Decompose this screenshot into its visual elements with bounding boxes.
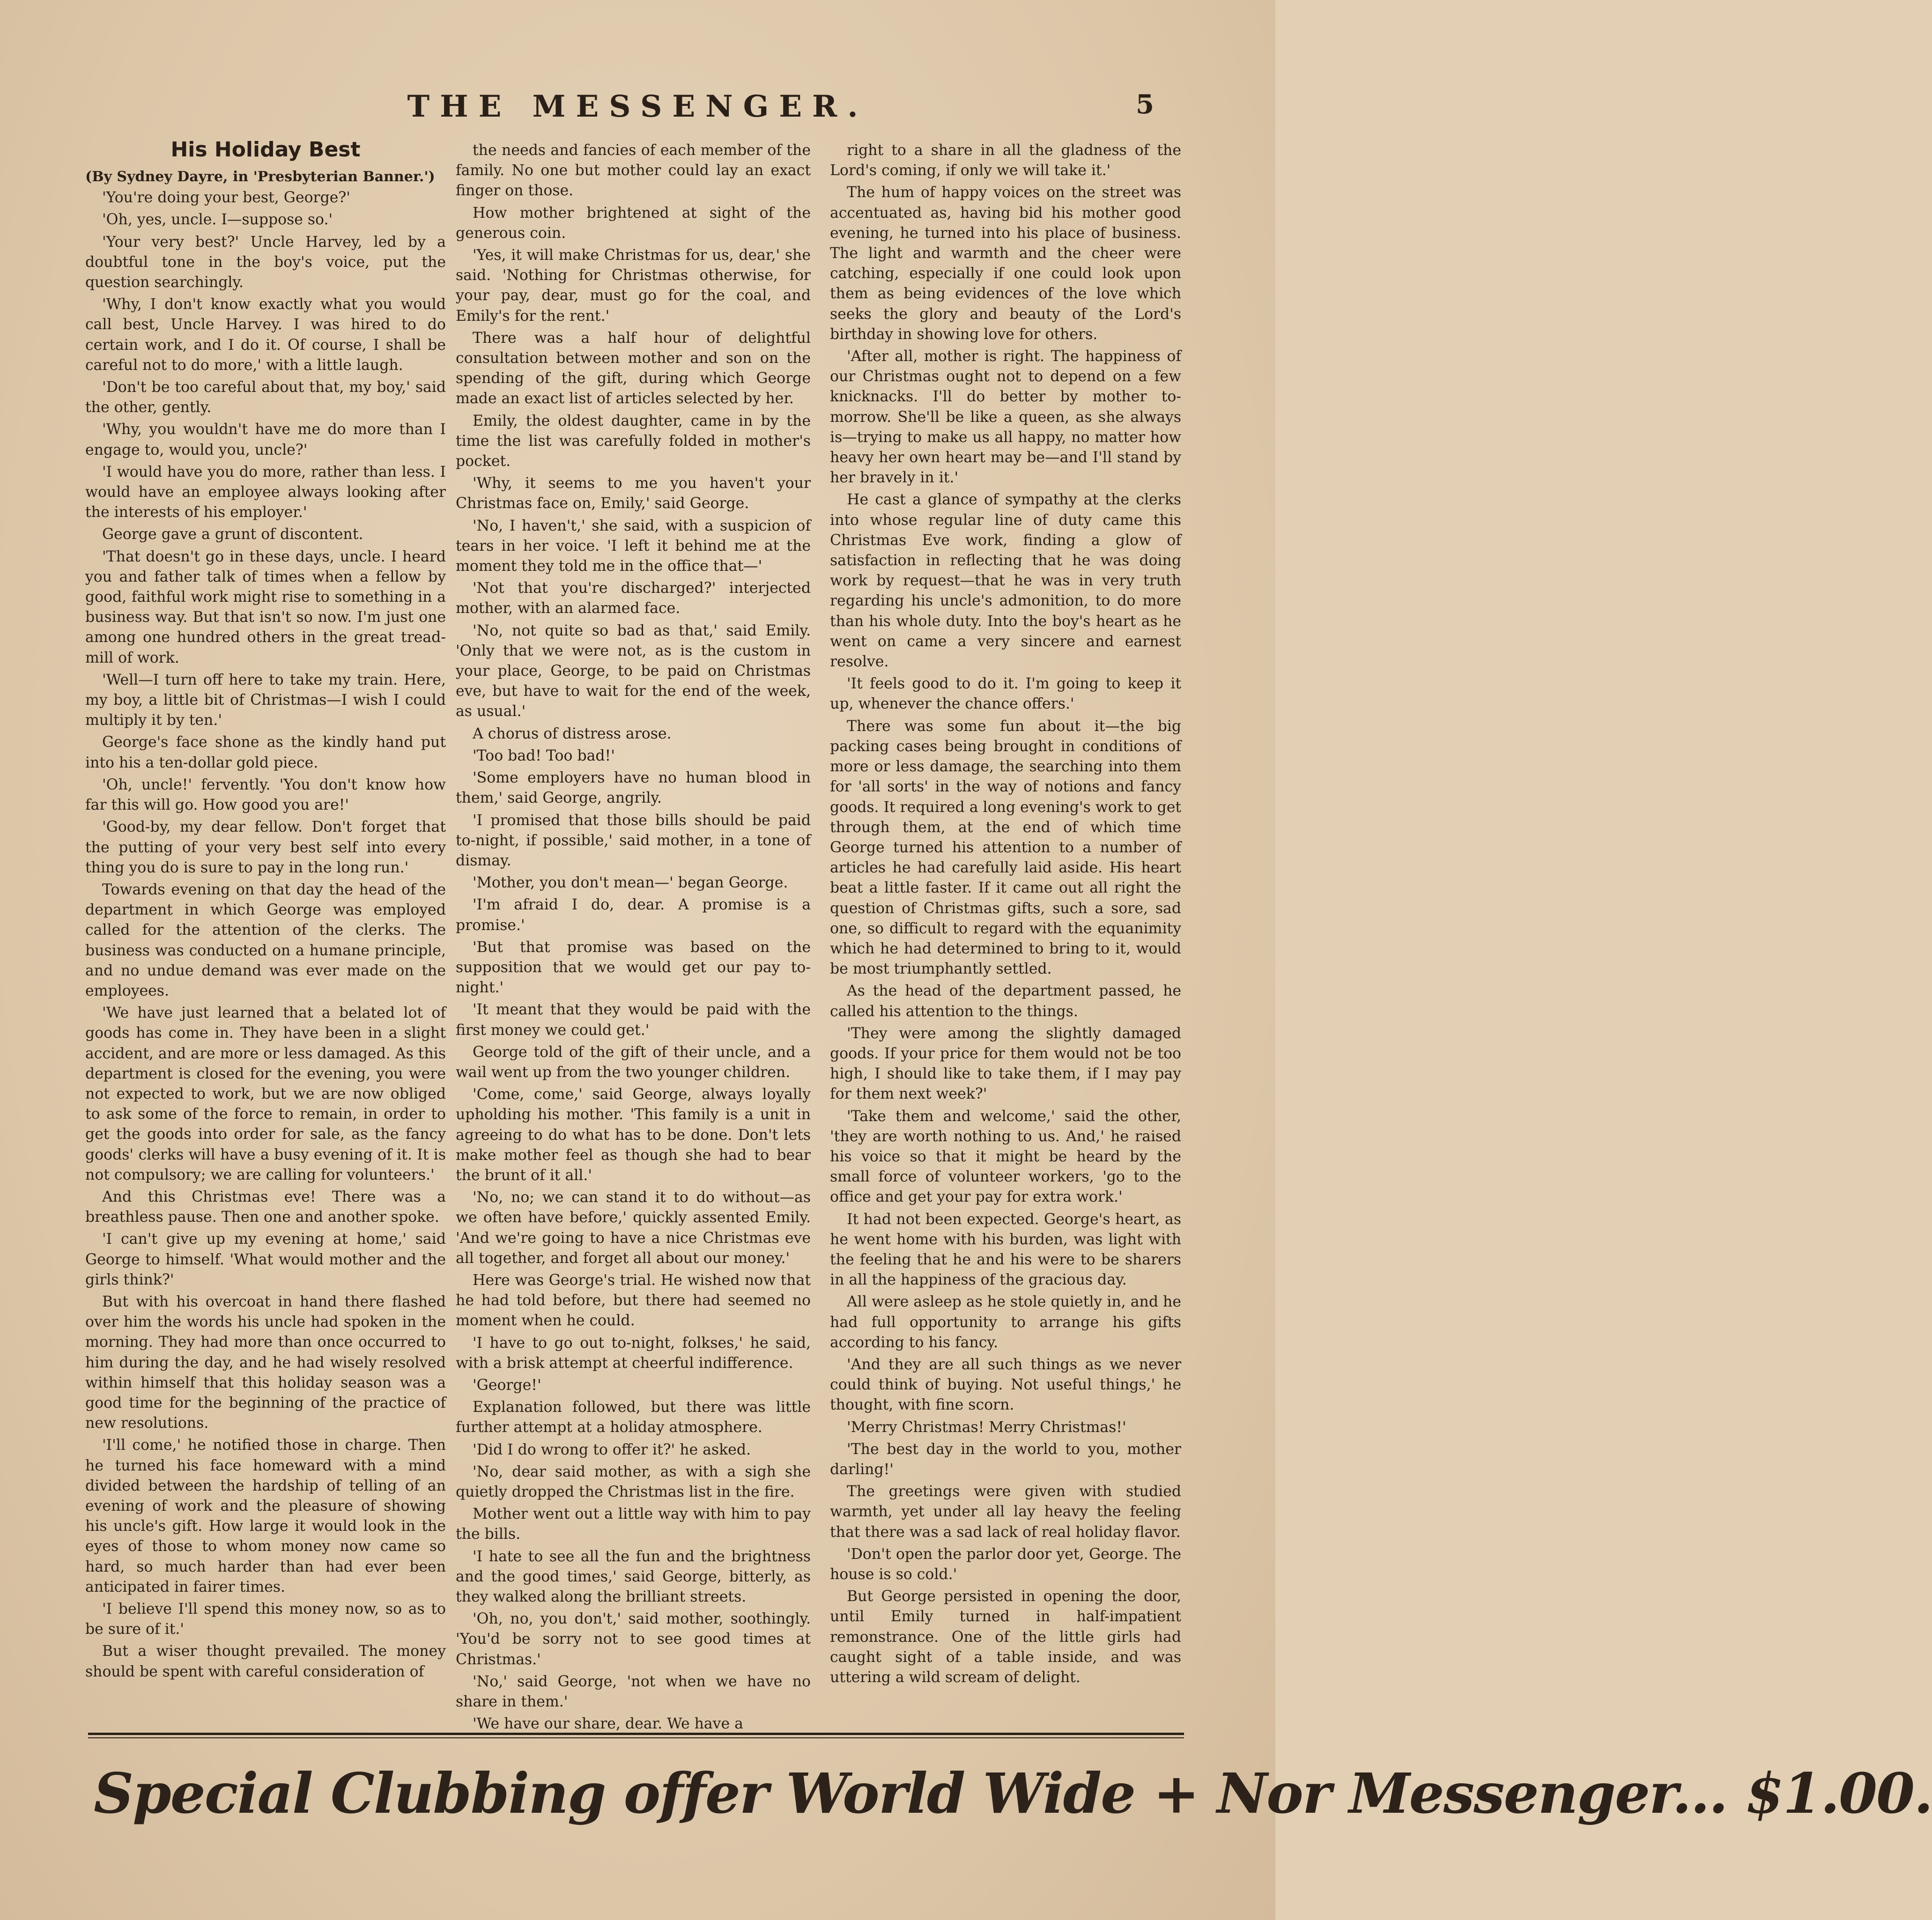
footer-rule bbox=[88, 1733, 1184, 1735]
paragraph: He cast a glance of sympathy at the clerks into whose regular line of duty came this Christmas Eve work, finding a glow of satisfaction in reflecting that he was doing work by request—that he was in very truth regarding his uncle's admonition, to do more than his whole duty. Into the boy's heart as he went on came a very sincere and earnest resolve. bbox=[830, 491, 1181, 671]
paragraph: 'Oh, uncle!' fervently. 'You don't know how far this will go. How good you are!' bbox=[85, 776, 446, 814]
paragraph: Explanation followed, but there was little further attempt at a holiday atmosphere. bbox=[456, 1399, 811, 1436]
paragraph: But George persisted in opening the door, until Emily turned in half-impatient remonstrance. One of the little girls had caught sight of a table inside, and was uttering a wild scream of delight. bbox=[830, 1588, 1181, 1686]
paragraph: Emily, the oldest daughter, came in by the time the list was carefully folded in mother's pocket. bbox=[456, 412, 811, 470]
paragraph: right to a share in all the gladness of the Lord's coming, if only we will take it.' bbox=[830, 142, 1181, 179]
paragraph: But a wiser thought prevailed. The money should be spent with careful consideration of bbox=[85, 1643, 446, 1680]
column-3-body bbox=[830, 140, 1181, 1688]
paragraph: 'No, dear said mother, as with a sigh she quietly dropped the Christmas list in the fire. bbox=[456, 1463, 811, 1500]
paragraph: 'I promised that those bills should be paid to-night, if possible,' said mother, in a tone of dismay. bbox=[456, 812, 811, 869]
paragraph: 'No,' said George, 'not when we have no share in them.' bbox=[456, 1673, 811, 1711]
paragraph: It had not been expected. George's heart, as he went home with his burden, was light with the feeling that he and his were to be sharers in all the happiness of the gracious day. bbox=[830, 1211, 1181, 1289]
footer-rule-thin bbox=[88, 1737, 1184, 1738]
paragraph: But with his overcoat in hand there flashed over him the words his uncle had spoken in the morning. They had more than once occurred to him during the day, and he had wisely resolved within himself that this holiday season was a good time for the beginning of the practice of new resolutions. bbox=[85, 1293, 446, 1432]
paragraph: 'Why, I don't know exactly what you would call best, Uncle Harvey. I was hired to do certain work, and I do it. Of course, I shall be careful not to do more,' with a little laugh. bbox=[85, 296, 446, 374]
paragraph: 'Merry Christmas! Merry Christmas!' bbox=[847, 1418, 1126, 1436]
paragraph: 'The best day in the world to you, mother darling!' bbox=[830, 1440, 1181, 1478]
paragraph: 'They were among the slightly damaged goods. If your price for them would not be too high, I should like to take them, if I may pay for them next week?' bbox=[830, 1025, 1181, 1103]
paragraph: 'Not that you're discharged?' interjected mother, with an alarmed face. bbox=[456, 580, 811, 617]
column-3 bbox=[830, 140, 1181, 1714]
paragraph: 'No, no; we can stand it to do without—as we often have before,' quickly assented Emily. 'And we're going to have a nice Christmas eve all together, and forget all about our money.' bbox=[456, 1189, 811, 1267]
column-1 bbox=[85, 136, 446, 1709]
paragraph: 'We have just learned that a belated lot of goods has come in. They have been in a slight accident, and are more or less damaged. As this department is closed for the evening, you were not expected to work, but we are now obliged to ask some of the force to remain, in order to get the goods into order for sale, as the fancy goods' clerks will have a busy evening of it. It is not compulsory; we are calling for volunteers.' bbox=[85, 1004, 446, 1183]
paragraph: 'George!' bbox=[473, 1376, 541, 1394]
paragraph: 'Don't be too careful about that, my boy,' said the other, gently. bbox=[85, 379, 446, 416]
paragraph: George gave a grunt of discontent. bbox=[102, 526, 363, 543]
paragraph: 'Some employers have no human blood in them,' said George, angrily. bbox=[456, 769, 811, 807]
paragraph: 'Good-by, my dear fellow. Don't forget that the putting of your very best self into every thing you do is sure to pay in the long run.' bbox=[85, 819, 446, 876]
paragraph: 'I'll come,' he notified those in charge. Then he turned his face homeward with a mind divided between the hardship of telling of an evening of work and the pleasure of showing his uncle's gift. How large it would look in the eyes of those to whom money now came so hard, so much harder than had ever been anticipated in fairer times. bbox=[85, 1437, 446, 1595]
paragraph: 'And they are all such things as we never could think of buying. Not useful things,' he thought, with fine scorn. bbox=[830, 1356, 1181, 1414]
paragraph: All were asleep as he stole quietly in, and he had full opportunity to arrange his gifts according to his fancy. bbox=[830, 1293, 1181, 1351]
paragraph: How mother brightened at sight of the generous coin. bbox=[456, 204, 811, 242]
paragraph: 'It feels good to do it. I'm going to keep it up, whenever the chance offers.' bbox=[830, 675, 1181, 713]
paragraph: 'Oh, yes, uncle. I—suppose so.' bbox=[102, 211, 333, 229]
paragraph: 'Take them and welcome,' said the other, 'they are worth nothing to us. And,' he raised his voice so that it might be heard by the small force of volunteer workers, 'go to the office and get your pay for extra work.' bbox=[830, 1108, 1181, 1206]
paragraph: 'No, not quite so bad as that,' said Emily. 'Only that we were not, as is the custom in your place, George, to be paid on Christmas eve, but have to wait for the end of the week, as usual.' bbox=[456, 622, 811, 720]
paragraph: 'I would have you do more, rather than less. I would have an employee always looking after the interests of his employer.' bbox=[85, 463, 446, 521]
paragraph: the needs and fancies of each member of the family. No one but mother could lay an exact finger on those. bbox=[456, 142, 811, 199]
paragraph: George told of the gift of their uncle, and a wail went up from the two younger children. bbox=[456, 1043, 811, 1081]
paragraph: Here was George's trial. He wished now that he had told before, but there had seemed no moment when he could. bbox=[456, 1271, 811, 1329]
paragraph: 'But that promise was based on the supposition that we would get our pay to-night.' bbox=[456, 938, 811, 997]
page-number: 5 bbox=[1136, 89, 1154, 120]
paragraph: 'Mother, you don't mean—' began George. bbox=[473, 874, 788, 892]
paragraph: 'Well—I turn off here to take my train. Here, my boy, a little bit of Christmas—I wish I could multiply it by ten.' bbox=[85, 671, 446, 729]
paragraph: Towards evening on that day the head of the department in which George was employed called for the attention of the clerks. The business was conducted on a humane principle, and no undue demand was ever made on the employees. bbox=[85, 881, 446, 999]
paragraph: 'Why, it seems to me you haven't your Christmas face on, Emily,' said George. bbox=[456, 475, 811, 512]
paragraph: A chorus of distress arose. bbox=[473, 725, 672, 742]
paragraph: 'That doesn't go in these days, uncle. I heard you and father talk of times when a fellow by good, faithful work might rise to something in a business way. But that isn't so now. I'm just one among one hundred others in the great tread-mill of work. bbox=[85, 548, 446, 666]
paragraph: 'Yes, it will make Christmas for us, dear,' she said. 'Nothing for Christmas otherwise, for your pay, dear, must go for the coal, and Emily's for the rent.' bbox=[456, 247, 811, 325]
paragraph: 'Your very best?' Uncle Harvey, led by a doubtful tone in the boy's voice, put the question searchingly. bbox=[85, 233, 446, 291]
paragraph: 'No, I haven't,' she said, with a suspicion of tears in her voice. 'I left it behind me at the moment they told me in the office that—' bbox=[456, 517, 811, 575]
paragraph: The greetings were given with studied warmth, yet under all lay heavy the feeling that there was a sad lack of real holiday flavor. bbox=[830, 1483, 1181, 1541]
paragraph: George's face shone as the kindly hand put into his a ten-dollar gold piece. bbox=[85, 734, 446, 771]
paragraph: 'I have to go out to-night, folkses,' he said, with a brisk attempt at cheerful indifference. bbox=[456, 1334, 811, 1372]
article-byline: (By Sydney Dayre, in 'Presbyterian Banner.') bbox=[85, 169, 435, 185]
paragraph: 'I believe I'll spend this money now, so as to be sure of it.' bbox=[85, 1601, 446, 1638]
paragraph: The hum of happy voices on the street was accentuated as, having bid his mother good evening, he turned into his place of business. The light and warmth and the cheer were catching, especially if one could look upon them as being evidences of the love which seeks the glory and beauty of the Lord's birthday in showing love for others. bbox=[830, 184, 1181, 343]
paragraph: 'I'm afraid I do, dear. A promise is a promise.' bbox=[456, 896, 811, 934]
clubbing-offer-handwritten: Special Clubbing offer World Wide + Nor Messenger... $1.00. bbox=[94, 1761, 1932, 1826]
paragraph: 'Did I do wrong to offer it?' he asked. bbox=[473, 1441, 751, 1458]
paragraph: 'It meant that they would be paid with the first money we could get.' bbox=[456, 1001, 811, 1039]
paragraph: As the head of the department passed, he called his attention to the things. bbox=[830, 982, 1181, 1020]
paragraph: 'I can't give up my evening at home,' said George to himself. 'What would mother and the girls think?' bbox=[85, 1231, 446, 1288]
paragraph: 'I hate to see all the fun and the brightness and the good times,' said George, bitterly, as they walked along the brilliant streets. bbox=[456, 1548, 811, 1606]
paragraph: 'Oh, no, you don't,' said mother, soothingly. 'You'd be sorry not to see good times at Christmas.' bbox=[456, 1610, 811, 1668]
paragraph: There was some fun about it—the big packing cases being brought in conditions of more or less damage, the searching into them for 'all sorts' in the way of notions and fancy goods. It required a long evening's work to get through them, at the end of which time George turned his attention to a number of articles he had carefully laid aside. His heart beat a little faster. If it came out all right the question of Christmas gifts, such a sore, sad one, so difficult to regard with the equanimity which he had determined to bring to it, would be most triumphantly settled. bbox=[830, 717, 1181, 978]
masthead: THE MESSENGER. bbox=[407, 89, 868, 124]
paragraph: And this Christmas eve! There was a breathless pause. Then one and another spoke. bbox=[85, 1188, 446, 1226]
paragraph: 'Why, you wouldn't have me do more than I engage to, would you, uncle?' bbox=[85, 421, 446, 458]
paragraph: Mother went out a little way with him to pay the bills. bbox=[456, 1506, 811, 1543]
paragraph: 'We have our share, dear. We have a bbox=[473, 1715, 743, 1733]
paragraph: There was a half hour of delightful consultation between mother and son on the spending of the gift, during which George made an exact list of articles selected by her. bbox=[456, 329, 811, 407]
paragraph: 'Come, come,' said George, always loyally upholding his mother. 'This family is a unit in agreeing to do what has to be done. Don't lets make mother feel as though she had to bear the brunt of it all.' bbox=[456, 1086, 811, 1184]
paragraph: 'Don't open the parlor door yet, George. The house is so cold.' bbox=[830, 1545, 1181, 1583]
paragraph: 'After all, mother is right. The happiness of our Christmas ought not to depend on a few knicknacks. I'll do better by mother to-morrow. She'll be like a queen, as she always is—trying to make us all happy, no matter how heavy her own heart may be—and I'll stand by her bravely in it.' bbox=[830, 348, 1181, 487]
column-2-body bbox=[456, 140, 811, 1734]
article-title: His Holiday Best bbox=[170, 138, 361, 162]
paragraph: 'You're doing your best, George?' bbox=[102, 189, 350, 207]
column-2 bbox=[456, 140, 811, 1733]
paragraph: 'Too bad! Too bad!' bbox=[473, 747, 615, 764]
column-1-body bbox=[85, 188, 446, 1682]
